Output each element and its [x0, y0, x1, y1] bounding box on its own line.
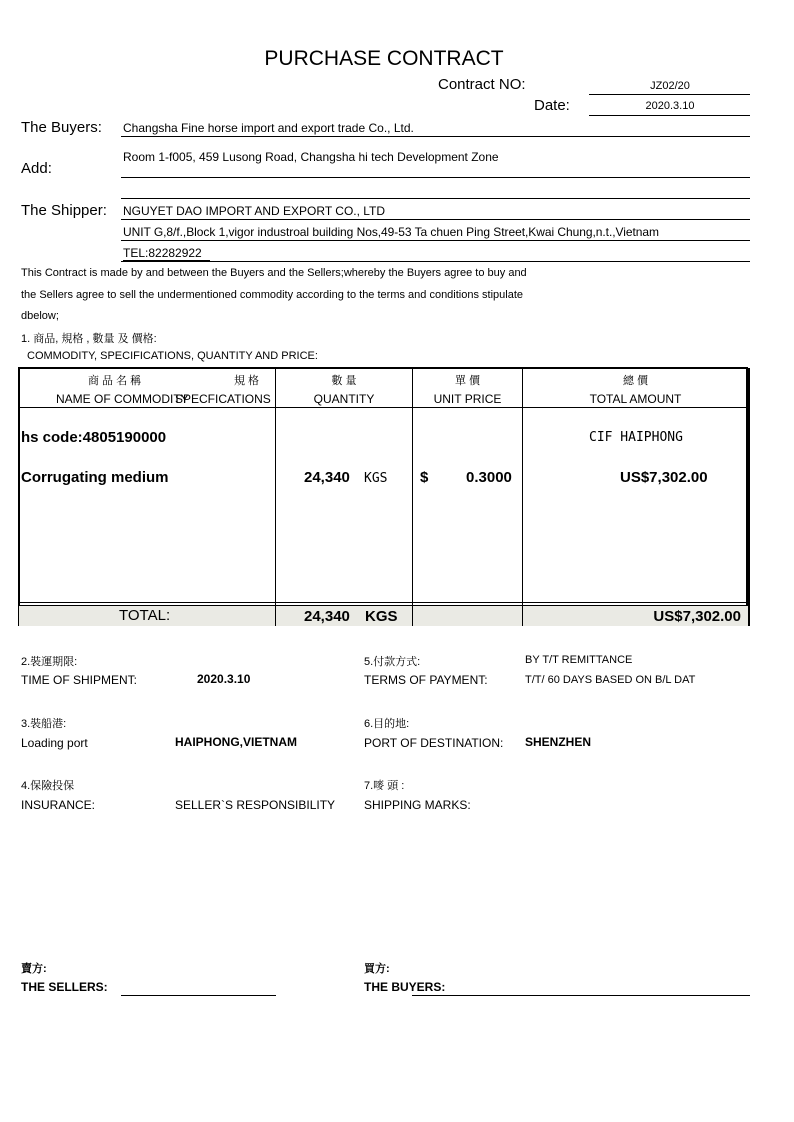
shipper-tel: TEL:82282922 — [123, 246, 210, 261]
date-value: 2020.3.10 — [645, 100, 695, 112]
payment-en: TERMS OF PAYMENT: — [364, 673, 488, 687]
payment-cn: 5.付款方式: — [364, 656, 421, 668]
header-qty-cn: 數 量 — [331, 375, 357, 387]
buyers-label: The Buyers: — [21, 119, 102, 136]
quantity-unit: KGS — [364, 471, 388, 486]
insurance-cn: 4.保險投保 — [21, 780, 75, 792]
header-amount-cn: 總 價 — [622, 375, 649, 387]
add-label: Add: — [21, 160, 52, 177]
section-1-cn: 1. 商品, 規格 , 數量 及 價格: — [21, 333, 157, 345]
price-term: CIF HAIPHONG — [589, 430, 683, 445]
intro-line-1: This Contract is made by and between the Buyers and the Sellers;whereby the Buyers agree to buy and — [21, 267, 527, 279]
marks-en: SHIPPING MARKS: — [364, 798, 471, 812]
buyers-cn: 買方: — [364, 963, 390, 975]
payment-value-2: T/T/ 60 DAYS BASED ON B/L DAT — [525, 674, 696, 686]
payment-value-1: BY T/T REMITTANCE — [525, 654, 633, 666]
header-name-cn: 商 品 名 稱 — [88, 375, 142, 387]
sellers-signature-line — [121, 995, 276, 996]
loading-en: Loading port — [21, 736, 88, 750]
date-label: Date: — [534, 97, 570, 114]
total-quantity: 24,340 — [304, 608, 350, 625]
destination-en: PORT OF DESTINATION: — [364, 736, 504, 750]
commodity-name: Corrugating medium — [21, 469, 169, 486]
hs-code: hs code:4805190000 — [21, 429, 167, 446]
quantity-value: 24,340 — [304, 469, 350, 486]
header-qty-en: QUANTITY — [313, 392, 375, 406]
intro-line-2: the Sellers agree to sell the undermentioned commodity according to the terms and conditions stipulate — [21, 289, 524, 301]
header-price-cn: 單 價 — [454, 375, 481, 387]
shipper-label: The Shipper: — [21, 202, 107, 219]
header-spec-cn: 規 格 — [234, 375, 260, 387]
contract-no-label: Contract NO: — [438, 76, 526, 93]
buyers-signature-line — [412, 995, 750, 996]
total-amount: US$7,302.00 — [653, 608, 741, 625]
total-unit: KGS — [365, 608, 398, 625]
currency-symbol: $ — [420, 469, 429, 486]
buyers-address: Room 1-f005, 459 Lusong Road, Changsha hi tech Development Zone — [123, 150, 499, 164]
shipment-value: 2020.3.10 — [197, 672, 251, 686]
header-price-en: UNIT PRICE — [433, 392, 502, 406]
contract-no-value: JZ02/20 — [650, 80, 690, 92]
insurance-value: SELLER`S RESPONSIBILITY — [175, 798, 336, 812]
shipper-address: UNIT G,8/f.,Block 1,vigor industroal building Nos,49-53 Ta chuen Ping Street,Kwai Chung,n.t.,Vietnam — [123, 225, 659, 239]
shipment-cn: 2.裝運期限: — [21, 656, 78, 668]
destination-cn: 6.目的地: — [364, 718, 410, 730]
loading-cn: 3.裝船港: — [21, 718, 67, 730]
loading-value: HAIPHONG,VIETNAM — [175, 735, 298, 749]
section-1-en: COMMODITY, SPECIFICATIONS, QUANTITY AND PRICE: — [27, 350, 318, 362]
intro-line-3: dbelow; — [21, 310, 59, 322]
header-amount-en: TOTAL AMOUNT — [589, 392, 682, 406]
insurance-en: INSURANCE: — [21, 798, 96, 812]
shipper-name: NGUYET DAO IMPORT AND EXPORT CO., LTD — [123, 204, 386, 218]
marks-cn: 7.嘜 頭 : — [364, 780, 405, 792]
page-title: PURCHASE CONTRACT — [264, 47, 504, 70]
destination-value: SHENZHEN — [525, 735, 592, 749]
header-spec-en: SPECFICATIONS — [175, 392, 271, 406]
header-name-en: NAME OF COMMODITY — [56, 392, 189, 406]
amount-value: US$7,302.00 — [620, 469, 708, 486]
sellers-en: THE SELLERS: — [21, 980, 108, 994]
unit-price-value: 0.3000 — [466, 469, 512, 486]
total-label: TOTAL: — [119, 607, 171, 624]
shipment-en: TIME OF SHIPMENT: — [21, 673, 138, 687]
sellers-cn: 賣方: — [21, 963, 47, 975]
buyers-en: THE BUYERS: — [364, 980, 446, 994]
buyers-name: Changsha Fine horse import and export trade Co., Ltd. — [123, 121, 414, 135]
